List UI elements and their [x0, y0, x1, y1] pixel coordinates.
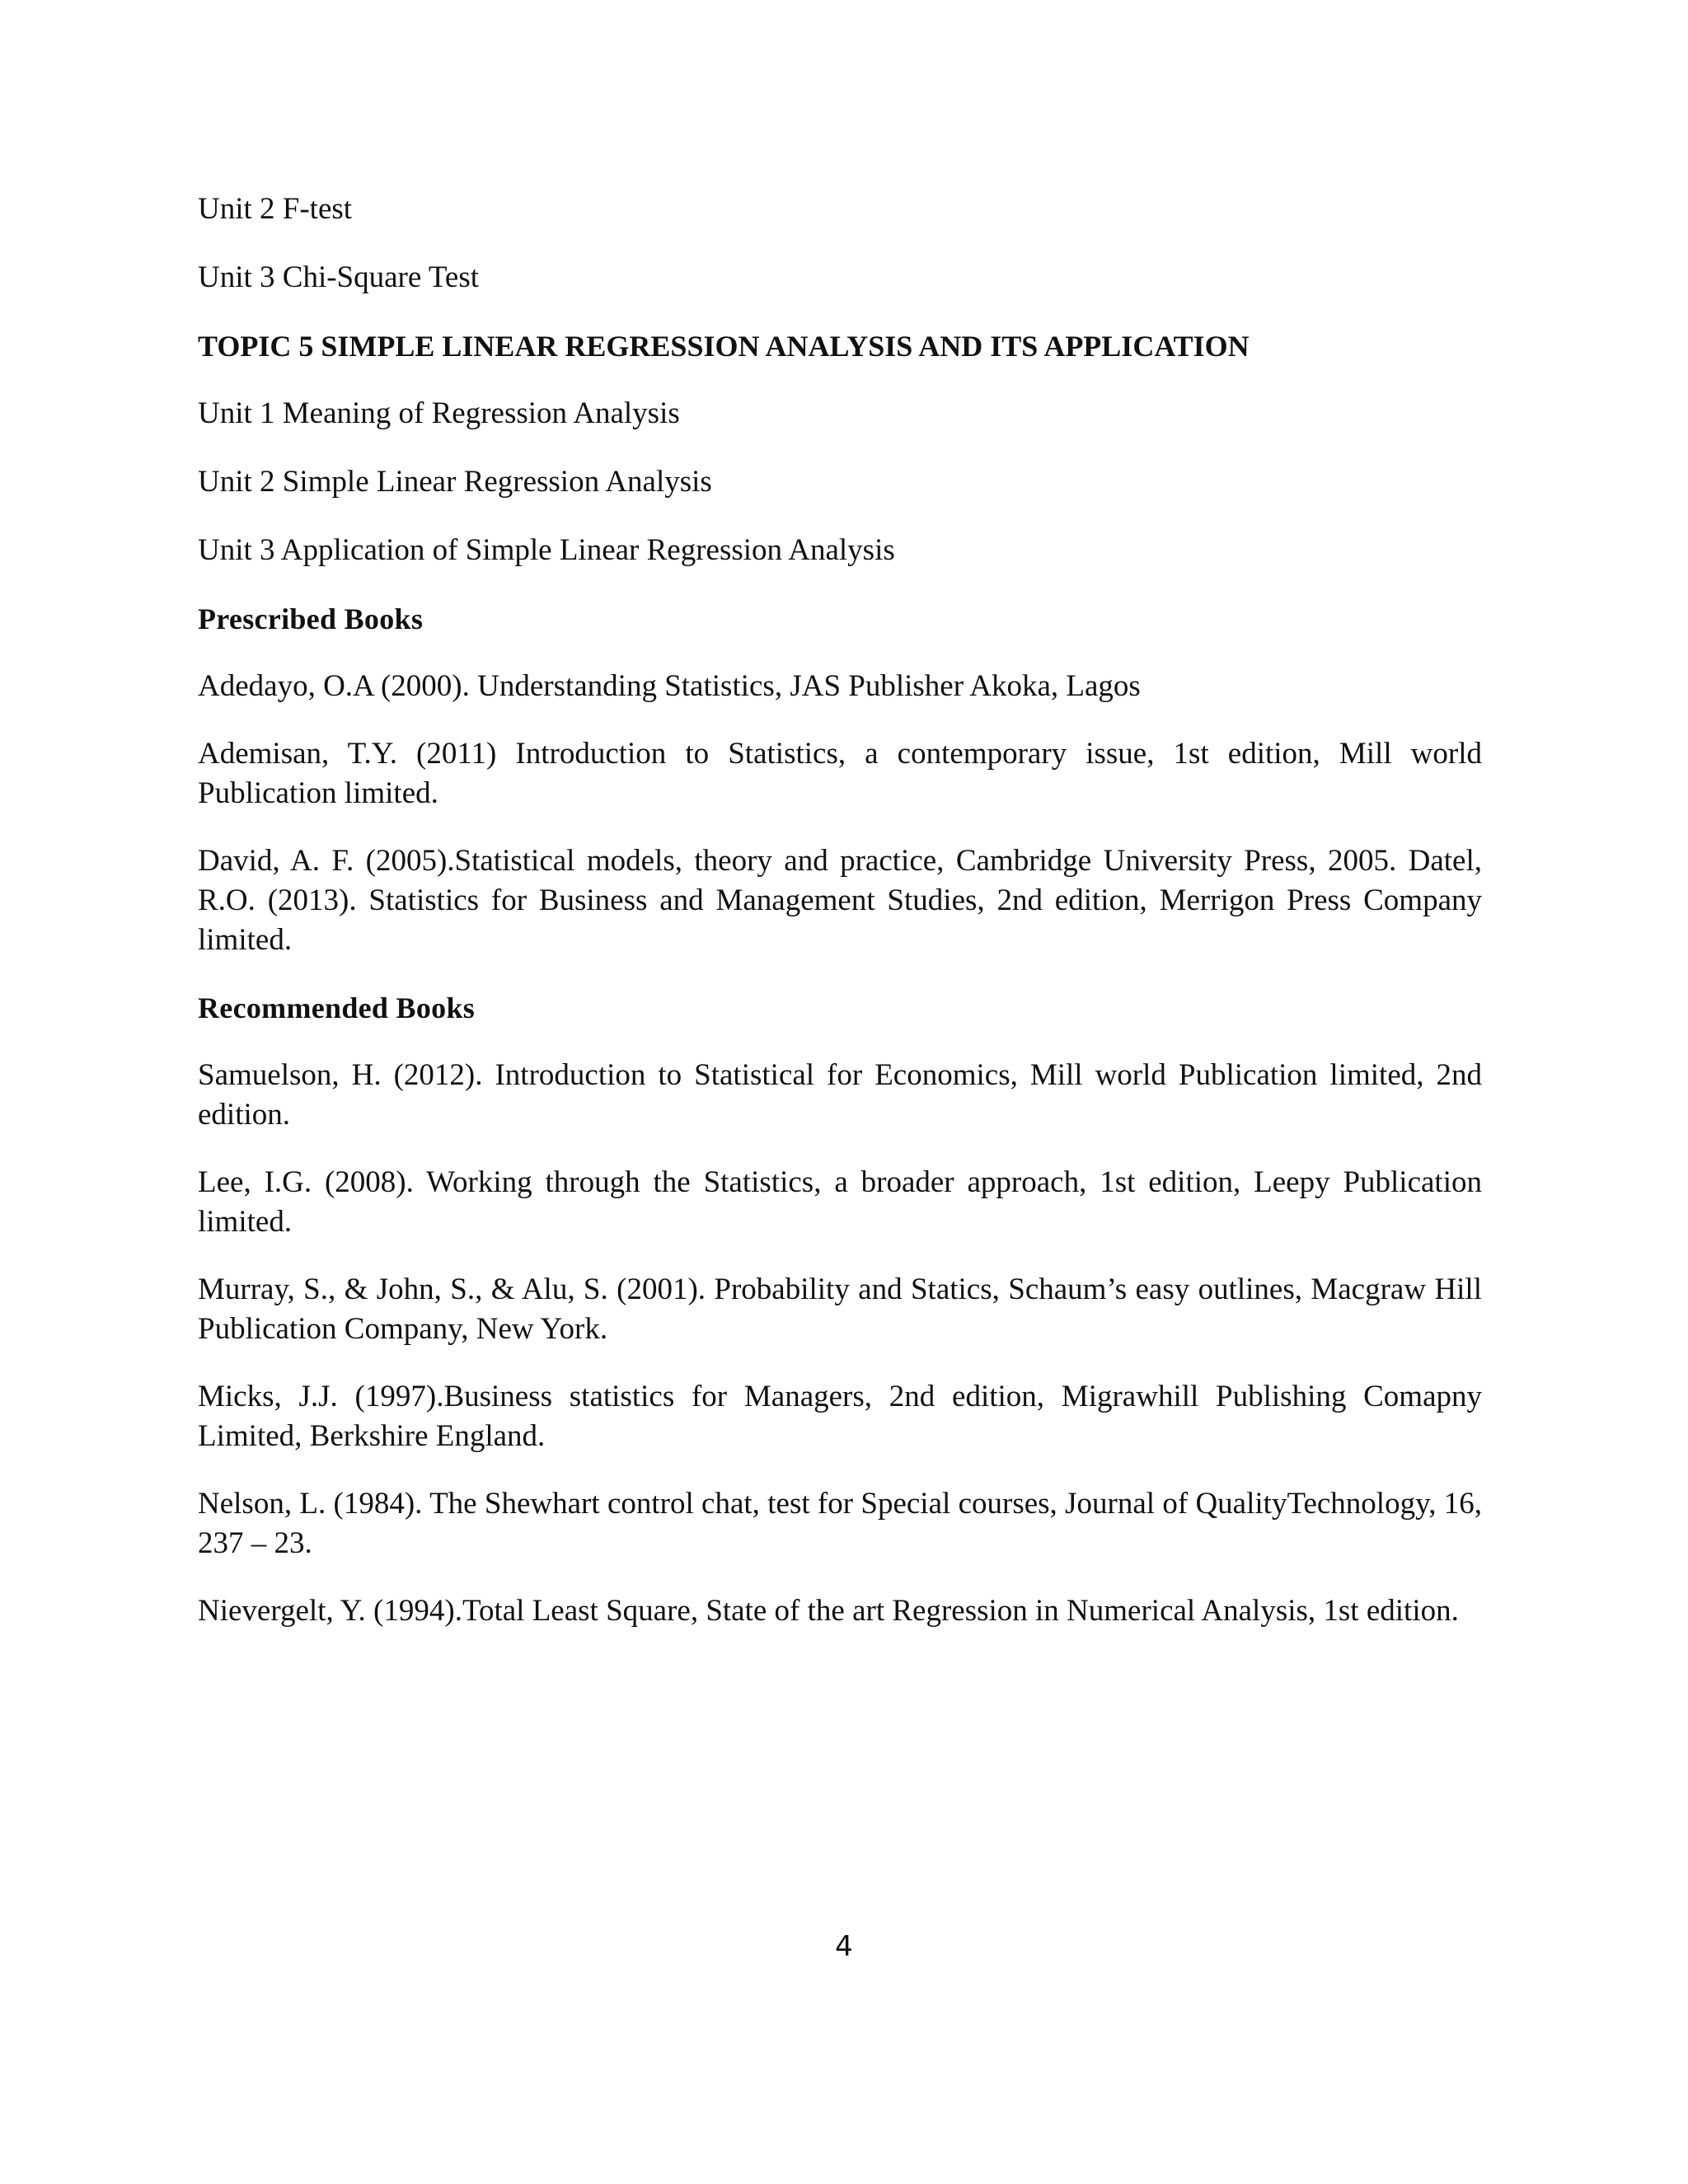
page-content: [198, 190, 1482, 1659]
reference-entry: Murray, S., & John, S., & Alu, S. (2001). Probability and Statics, Schaum’s easy outlines, Macgraw Hill Publication Company, New York.: [198, 1272, 1482, 1346]
unit-item: Unit 1 Meaning of Regression Analysis: [198, 396, 680, 430]
reference-entry: Ademisan, T.Y. (2011) Introduction to Statistics, a contemporary issue, 1st edition, Mill world Publication limited.: [198, 737, 1482, 810]
reference-entry: Samuelson, H. (2012). Introduction to Statistical for Economics, Mill world Publication limited, 2nd edition.: [198, 1058, 1482, 1132]
reference-entry: Adedayo, O.A (2000). Understanding Statistics, JAS Publisher Akoka, Lagos: [198, 669, 1141, 703]
recommended-books-heading: Recommended Books: [198, 991, 476, 1024]
page-number: 4: [835, 1930, 853, 1963]
reference-entry: David, A. F. (2005).Statistical models, theory and practice, Cambridge University Press, 2005. Datel, R.O. (2013). Statistics for Business and Management Studies, 2nd edition, Merrigon Press Company limited.: [198, 844, 1482, 957]
unit-item: Unit 2 Simple Linear Regression Analysis: [198, 465, 712, 499]
unit-item: Unit 3 Application of Simple Linear Regression Analysis: [198, 533, 895, 567]
unit-item: Unit 2 F-test: [198, 192, 353, 226]
unit-item: Unit 3 Chi-Square Test: [198, 260, 480, 294]
topic-heading: TOPIC 5 SIMPLE LINEAR REGRESSION ANALYSIS AND ITS APPLICATION: [198, 330, 1250, 363]
reference-entry: Lee, I.G. (2008). Working through the Statistics, a broader approach, 1st edition, Leepy Publication limited.: [198, 1165, 1482, 1239]
prescribed-books-heading: Prescribed Books: [198, 602, 424, 635]
reference-entry: Micks, J.J. (1997).Business statistics for Managers, 2nd edition, Migrawhill Publishing Comapny Limited, Berkshire England.: [198, 1380, 1482, 1453]
reference-entry: Nelson, L. (1984). The Shewhart control chat, test for Special courses, Journal of QualityTechnology, 16, 237 – 23.: [198, 1487, 1482, 1560]
reference-entry: Nievergelt, Y. (1994).Total Least Square, State of the art Regression in Numerical Analysis, 1st edition.: [198, 1594, 1459, 1628]
